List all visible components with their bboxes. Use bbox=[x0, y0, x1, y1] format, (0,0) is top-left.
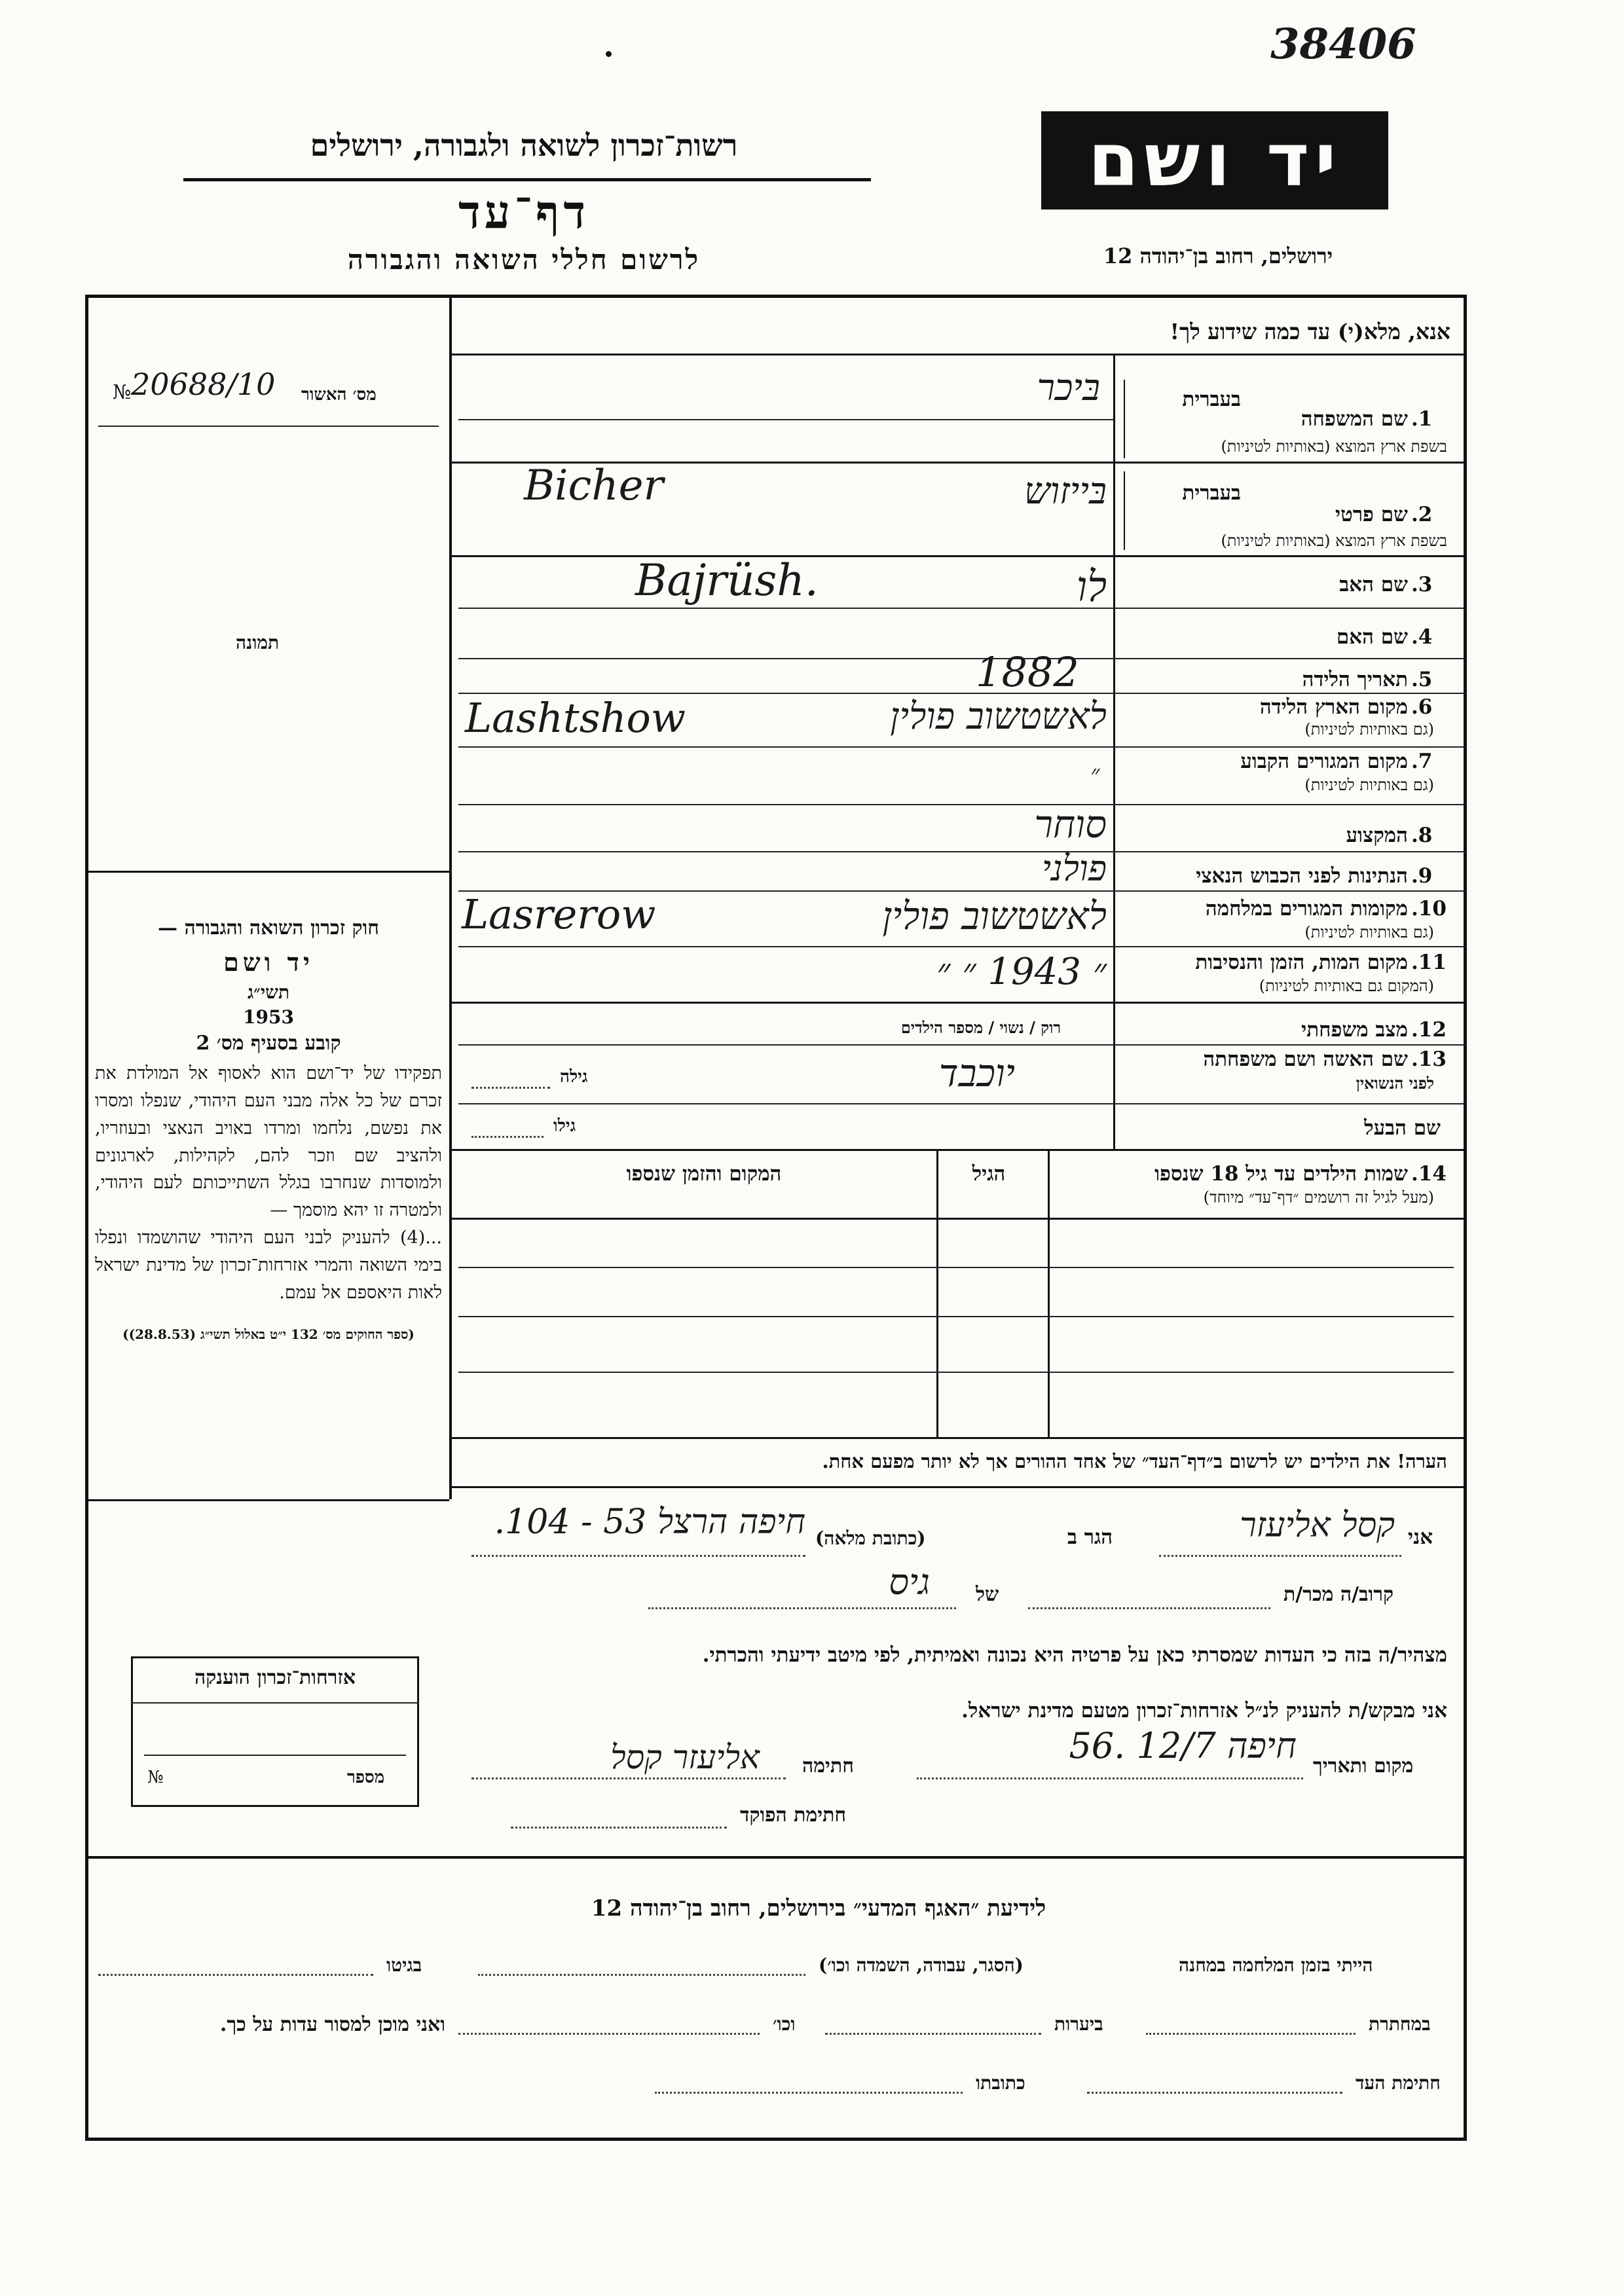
wife-age-line bbox=[471, 1087, 550, 1089]
form-intro: אנא, מלא(י) עד כמה שידוע לך! bbox=[1170, 319, 1450, 344]
field-5-label: תאריך הלידה bbox=[1302, 668, 1408, 691]
approval-prefix: № bbox=[113, 381, 132, 404]
request-text: אני מבקש/ת להעניק לנ״ל אזרחות־זכרון מטעם מדינת ישראל. bbox=[961, 1699, 1447, 1722]
relation-of: של bbox=[976, 1583, 999, 1606]
wartime-residence-hebrew: לאשטשוב פולין bbox=[882, 894, 1107, 938]
sidebar-bottom-rule bbox=[85, 1499, 449, 1501]
children-age-header: הגיל bbox=[972, 1162, 1006, 1186]
row-rule-1a bbox=[458, 419, 1113, 420]
row-rule-3 bbox=[458, 608, 1466, 609]
field-8-label: המקצוע bbox=[1346, 824, 1408, 847]
field-12-note: רוק / נשוי / מספר הילדים bbox=[900, 1018, 1061, 1037]
citizenship: פולני bbox=[1041, 848, 1107, 889]
bottom-line2-dots-3 bbox=[458, 2033, 760, 2035]
field-2-lang: בעברית bbox=[1182, 481, 1241, 505]
yad-vashem-logo: יד ושם bbox=[1041, 111, 1388, 210]
witness-signature-line bbox=[1087, 2092, 1342, 2094]
bottom-line1-dots-1 bbox=[478, 1974, 805, 1976]
bottom-line2-b: ביערות bbox=[1054, 2013, 1103, 2035]
bottom-line2-a: במחתרת bbox=[1369, 2013, 1431, 2035]
children-place-header: המקום והזמן שנספו bbox=[626, 1162, 782, 1186]
declarant-name-line bbox=[1159, 1555, 1401, 1557]
witness-address-line bbox=[655, 2092, 963, 2094]
row-rule-2 bbox=[451, 555, 1466, 557]
field-2-note: בשפת ארץ המוצא (באותיות לטיניות) bbox=[1221, 532, 1447, 550]
father-name-hebrew: לו bbox=[1076, 563, 1107, 611]
row-rule-4 bbox=[458, 658, 1466, 659]
field-10-label: מקומות המגורים במלחמה bbox=[1205, 897, 1408, 920]
children-col-divider-1 bbox=[1048, 1149, 1050, 1437]
law-clause-4: ...(4) להעניק לבני העם היהודי שהושמדו ונפלו בימי השואה והמרי אזרחות־זכרון של מדינת ישראל לאות היאספם אל עמם. bbox=[95, 1228, 442, 1303]
title-underline bbox=[183, 178, 871, 181]
field-10-note: (גם באותיות לטיניות) bbox=[1304, 923, 1434, 941]
signature-label: חתימה bbox=[802, 1755, 854, 1777]
labels-column-divider bbox=[1113, 354, 1115, 1149]
declarant-signature: אליעזר קסל bbox=[610, 1738, 760, 1776]
relation-value: גיס bbox=[889, 1561, 930, 1603]
law-gazette: (ספר החוקים מס׳ 132 י״ט באלול תשי״ג (28.8.53)) bbox=[122, 1326, 415, 1342]
bottom-line1-b: (הסגר, עבודה, השמדה וכו׳) bbox=[819, 1954, 1024, 1976]
row-rule-14 bbox=[451, 1149, 1466, 1151]
field-6-note: (גם באותיות לטיניות) bbox=[1304, 720, 1434, 738]
witness-address-label: כתובתו bbox=[976, 2072, 1025, 2094]
declaration-text: מצהיר/ה בזה כי העדות שמסרתי כאן על פרטיה היא נכונה ואמיתית, לפי מיטב ידיעתי והכרתי. bbox=[702, 1643, 1447, 1667]
birth-date: 1882 bbox=[976, 648, 1079, 696]
signature-line bbox=[471, 1777, 786, 1779]
bottom-line1-c: בגיטו bbox=[386, 1954, 422, 1976]
bottom-line2-d: ואני מוכן למסור עדות על כך. bbox=[219, 2013, 445, 2036]
field-3-label: שם האב bbox=[1339, 573, 1408, 596]
declarant-address-line bbox=[471, 1555, 805, 1557]
field-2-inner-divider bbox=[1124, 471, 1125, 550]
given-name-hebrew: בּייזוש bbox=[1024, 470, 1107, 513]
children-col-divider-2 bbox=[936, 1149, 938, 1437]
field-12-label: מצב משפחתי bbox=[1301, 1018, 1408, 1042]
wife-age-label: גילה bbox=[560, 1067, 588, 1087]
field-7-note: (גם באותיות לטיניות) bbox=[1304, 776, 1434, 794]
given-name-latin: Bajrüsh. bbox=[635, 555, 819, 606]
death-details: ״ 1943 ״ ״ bbox=[936, 951, 1107, 993]
certificate-number-label: מספר bbox=[347, 1768, 385, 1787]
field-13-note: לפני הנשואין bbox=[1356, 1074, 1434, 1093]
declarant-ani: אני bbox=[1408, 1525, 1433, 1549]
row-rule-6 bbox=[458, 746, 1466, 748]
field-3-number: 3. bbox=[1411, 573, 1433, 596]
family-name-hebrew: בּיכר bbox=[1037, 367, 1100, 409]
husband-name-label: שם הבעל bbox=[1364, 1116, 1441, 1140]
field-7-label: מקום המגורים הקבוע bbox=[1240, 750, 1408, 773]
field-6-label: מקום הארץ הלידה bbox=[1259, 695, 1408, 719]
children-number: 14. bbox=[1411, 1162, 1447, 1186]
photo-label: תמונה bbox=[236, 632, 280, 653]
relation-value-line bbox=[648, 1607, 956, 1609]
children-note-warning: הערה! את הילדים יש לרשום ב״דף־העד״ של אחד ההורים אך לא יותר מפעם אחת. bbox=[822, 1450, 1447, 1472]
field-2-label: שם פרטי bbox=[1335, 503, 1408, 526]
approval-number: 20688/10 bbox=[131, 367, 276, 402]
authority-title: רשות־זכרון לשואה ולגבורה, ירושלים bbox=[310, 128, 738, 163]
field-2-number: 2. bbox=[1411, 503, 1433, 526]
law-year: 1953 bbox=[243, 1006, 294, 1028]
children-row-1 bbox=[458, 1267, 1454, 1268]
left-column-divider bbox=[449, 295, 452, 1499]
birth-place-latin: Lashtshow bbox=[465, 694, 686, 742]
approval-label: מס׳ האשור bbox=[301, 385, 377, 405]
field-1-note: בשפת ארץ המוצא (באותיות לטיניות) bbox=[1221, 437, 1447, 456]
scientific-dept-heading: לידיעת ״האגף המדעי״ בירושלים, רחוב בן־יהודה 12 bbox=[591, 1895, 1046, 1922]
officer-signature-label: חתימת הפוקד bbox=[740, 1804, 847, 1827]
field-7-number: 7. bbox=[1411, 750, 1433, 773]
children-bottom-rule bbox=[451, 1437, 1466, 1439]
children-label: שמות הילדים עד גיל 18 שנספו bbox=[1154, 1162, 1408, 1186]
bottom-line2-c: וכו׳ bbox=[773, 2013, 796, 2035]
field-9-label: הנתינות לפני הכבוש הנאצי bbox=[1196, 864, 1408, 888]
husband-age-line bbox=[471, 1136, 544, 1138]
field-12-number: 12. bbox=[1411, 1018, 1447, 1042]
profession: סוחר bbox=[1034, 802, 1107, 847]
note-rule bbox=[451, 1486, 1466, 1488]
field-9-number: 9. bbox=[1411, 864, 1433, 888]
row-rule-12 bbox=[458, 1044, 1466, 1046]
family-name-latin: Bicher bbox=[524, 462, 664, 510]
field-11-label: מקום המות, הזמן והנסיבות bbox=[1195, 951, 1408, 974]
row-rule-10 bbox=[458, 946, 1466, 947]
field-1-number: 1. bbox=[1411, 407, 1433, 431]
place-date-label: מקום ותאריך bbox=[1313, 1755, 1414, 1777]
field-11-note: (המקום גם באותיות לטיניות) bbox=[1259, 977, 1434, 995]
wartime-residence-latin: Lasrerow bbox=[462, 890, 656, 938]
header-address: ירושלים, רחוב בן־יהודה 12 bbox=[1103, 244, 1333, 268]
field-1-lang: בעברית bbox=[1182, 388, 1241, 411]
declarant-name: קסל אליעזר bbox=[1240, 1506, 1395, 1545]
declarant-address: חיפה הרצל 53 - 104. bbox=[494, 1503, 805, 1542]
row-rule-13 bbox=[458, 1103, 1466, 1104]
archive-stamp-number: 38406 bbox=[1270, 20, 1416, 69]
children-note: (מעל לגיל זה רושמים ״דף־עד״ מיוחד) bbox=[1203, 1188, 1434, 1207]
field-1-inner-divider bbox=[1124, 380, 1125, 458]
bottom-line1-dots-2 bbox=[98, 1974, 373, 1976]
field-4-number: 4. bbox=[1411, 625, 1433, 649]
certificate-box-title: אזרחות־זכרון הוענקה bbox=[194, 1666, 356, 1689]
wife-name: יוכבד bbox=[938, 1051, 1015, 1095]
intro-rule bbox=[451, 354, 1466, 355]
children-header-rule bbox=[451, 1218, 1466, 1220]
birth-place-hebrew: לאשטשוב פולין bbox=[890, 695, 1107, 738]
law-title: חוק זכרון השואה והגבורה — bbox=[158, 917, 379, 939]
field-8-number: 8. bbox=[1411, 824, 1433, 847]
field-13-number: 13. bbox=[1411, 1048, 1447, 1071]
form-title: דף־עד bbox=[458, 185, 589, 239]
law-year-hebrew: תשי״ג bbox=[247, 981, 290, 1003]
approval-rule bbox=[98, 426, 439, 427]
place-date: חיפה 12/7 .56 bbox=[1069, 1725, 1297, 1766]
residence-ditto: ״ bbox=[1090, 759, 1100, 788]
law-clause: קובע בסעיף מס׳ 2 bbox=[196, 1032, 341, 1055]
certificate-box-title-rule bbox=[131, 1702, 419, 1704]
witness-signature-label: חתימת העד bbox=[1356, 2072, 1441, 2094]
law-text: תפקידו של יד־ושם הוא לאסוף אל המולדת את זכרם של כל אלה מבני העם היהודי, שנפלו ומסרו את נפשם, נלחמו ומרדו באויב הנאצי ובעוזריו, ולהציב שם וזכר להם, לקהילות, לארגונים ולמוסדות שנחרבו בגלל השתייכותם לעם היהודי, ולמטרה זו יהא מוסמך — bbox=[95, 1063, 442, 1221]
relation-label: קרוב/ה מכר/ת bbox=[1283, 1583, 1394, 1606]
children-row-2 bbox=[458, 1316, 1454, 1317]
children-row-3 bbox=[458, 1372, 1454, 1373]
certificate-number-prefix: № bbox=[147, 1768, 164, 1787]
law-name: יד ושם bbox=[223, 947, 314, 977]
row-rule-11 bbox=[451, 1002, 1466, 1004]
ink-dot bbox=[606, 51, 612, 57]
bottom-line1-a: הייתי בזמן המלחמה במחנה bbox=[1179, 1954, 1373, 1976]
field-10-number: 10. bbox=[1411, 897, 1447, 920]
place-date-line bbox=[917, 1777, 1303, 1779]
field-1-label: שם המשפחה bbox=[1301, 407, 1408, 431]
law-sidebar bbox=[95, 917, 442, 1343]
relation-line bbox=[1028, 1607, 1270, 1609]
bottom-line2-dots-2 bbox=[825, 2033, 1041, 2035]
husband-age-label: גילו bbox=[553, 1116, 576, 1136]
photo-box-bottom bbox=[85, 871, 449, 873]
field-4-label: שם האם bbox=[1336, 625, 1408, 649]
declarant-address-paren: (כתובת מלאה) bbox=[815, 1527, 926, 1549]
declarant-lives-in: הגר ב bbox=[1067, 1525, 1113, 1549]
form-subtitle: לרשום חללי השואה והגבורה bbox=[347, 244, 701, 276]
certificate-box-rule bbox=[144, 1755, 406, 1756]
field-13-label: שם האשה ושם משפחתה bbox=[1203, 1048, 1408, 1071]
bottom-section-rule bbox=[85, 1856, 1467, 1859]
field-11-number: 11. bbox=[1411, 951, 1447, 974]
field-5-number: 5. bbox=[1411, 668, 1433, 691]
field-6-number: 6. bbox=[1411, 695, 1433, 719]
bottom-line2-dots-1 bbox=[1146, 2033, 1356, 2035]
officer-signature-line bbox=[511, 1827, 727, 1829]
